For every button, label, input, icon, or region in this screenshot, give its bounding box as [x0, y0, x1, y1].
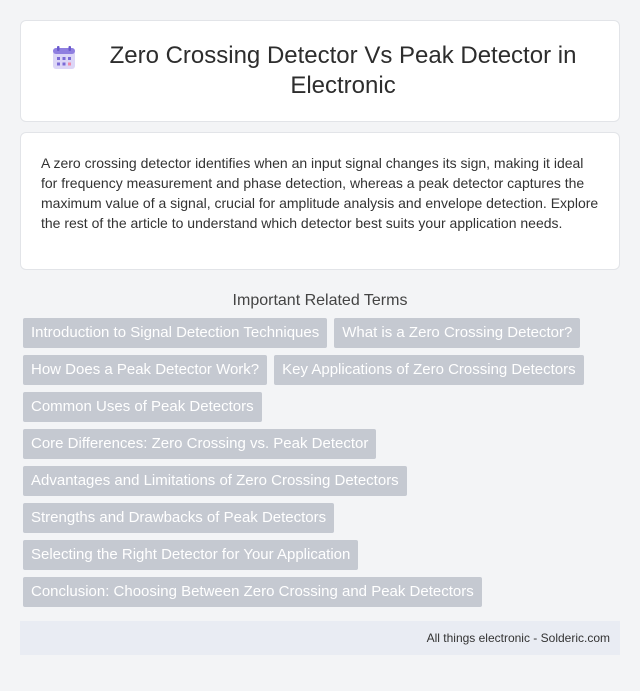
related-term-tag[interactable]: Advantages and Limitations of Zero Crossing Detectors	[23, 466, 407, 496]
intro-paragraph: A zero crossing detector identifies when an input signal changes its sign, making it ideal for frequency measurement and phase detection, whereas a peak detector captures the maximum value of a signal, crucial for amplitude analysis and envelope detection. Explore the rest of the article to understand which detector best suits your application needs.	[41, 155, 599, 231]
related-terms-list	[20, 318, 620, 614]
intro-card	[20, 132, 620, 270]
related-term-tag[interactable]: Strengths and Drawbacks of Peak Detectors	[23, 503, 334, 533]
related-term-tag[interactable]: Key Applications of Zero Crossing Detectors	[274, 355, 583, 385]
title-card	[20, 20, 620, 122]
footer-text: All things electronic - Solderic.com	[426, 631, 610, 645]
related-term-tag[interactable]: Selecting the Right Detector for Your Application	[23, 540, 358, 570]
page-title: Zero Crossing Detector Vs Peak Detector in Electronic	[109, 42, 577, 99]
related-terms-heading: Important Related Terms	[232, 292, 408, 309]
related-term-tag[interactable]: What is a Zero Crossing Detector?	[334, 318, 580, 348]
title-row	[51, 41, 589, 101]
related-term-tag[interactable]: Common Uses of Peak Detectors	[23, 392, 262, 422]
related-term-tag[interactable]: Core Differences: Zero Crossing vs. Peak Detector	[23, 429, 376, 459]
footer	[20, 621, 620, 655]
related-term-tag[interactable]: Conclusion: Choosing Between Zero Crossing and Peak Detectors	[23, 577, 482, 607]
related-term-tag[interactable]: Introduction to Signal Detection Techniques	[23, 318, 327, 348]
calendar-grid-icon	[51, 45, 77, 71]
related-term-tag[interactable]: How Does a Peak Detector Work?	[23, 355, 267, 385]
